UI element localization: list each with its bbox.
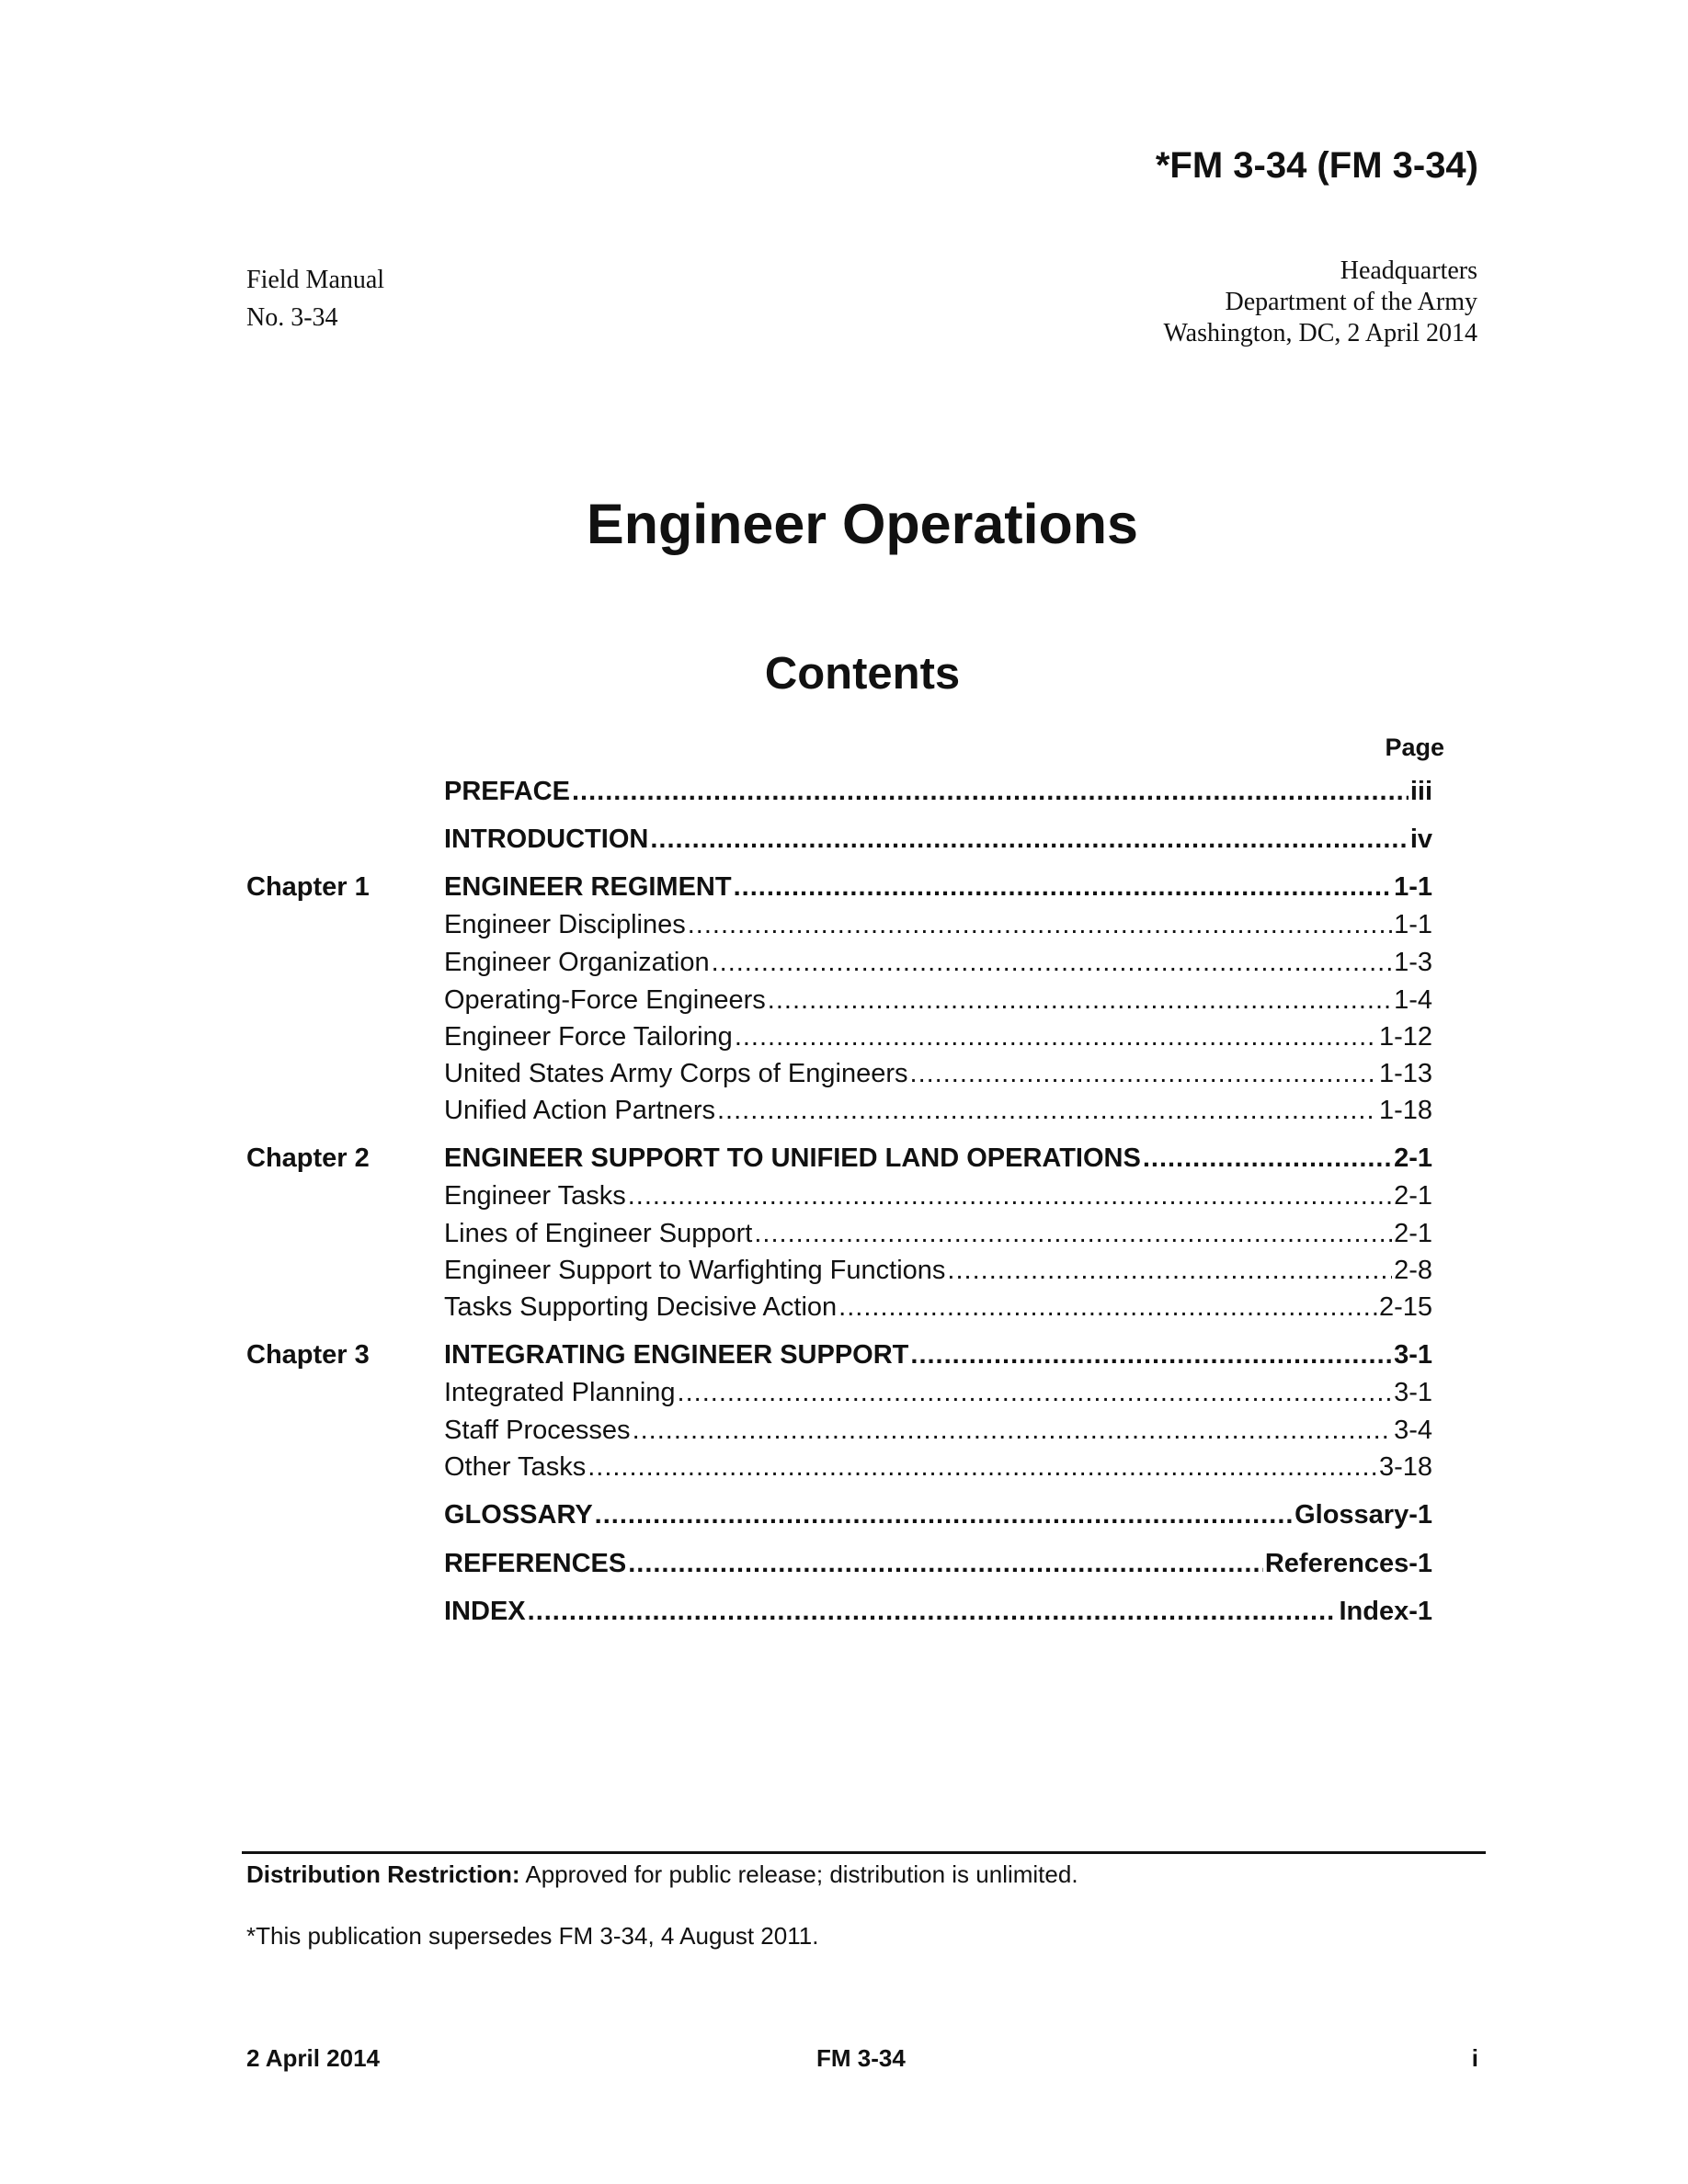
toc-row[interactable] <box>246 1292 1432 1329</box>
toc-row[interactable] <box>246 910 1432 947</box>
toc-title: INTEGRATING ENGINEER SUPPORT <box>444 1340 909 1370</box>
toc-leader-dots <box>650 825 1408 855</box>
toc-leader-dots <box>587 1452 1377 1483</box>
toc-leader-dots <box>572 777 1409 807</box>
location-date-line: Washington, DC, 2 April 2014 <box>1163 319 1477 347</box>
toc-row[interactable] <box>246 1500 1432 1537</box>
toc-entry <box>444 1549 1432 1579</box>
toc-row[interactable] <box>246 1022 1432 1059</box>
toc-page-number: 1-3 <box>1394 948 1432 977</box>
toc-title: Operating-Force Engineers <box>444 985 766 1015</box>
distribution-restriction <box>246 1860 1078 1889</box>
toc-leader-dots <box>528 1597 1338 1627</box>
toc-entry <box>444 1340 1432 1371</box>
toc-entry <box>444 1059 1432 1089</box>
distribution-label: Distribution Restriction: <box>246 1860 520 1888</box>
toc-page-number: iii <box>1409 777 1432 806</box>
toc-leader-dots <box>838 1292 1377 1323</box>
toc-title: ENGINEER SUPPORT TO UNIFIED LAND OPERATIONS <box>444 1143 1141 1173</box>
toc-entry <box>444 1219 1432 1249</box>
footer-date: 2 April 2014 <box>246 2044 381 2072</box>
toc-title: Lines of Engineer Support <box>444 1219 753 1248</box>
toc-row[interactable] <box>246 1340 1432 1377</box>
toc-leader-dots <box>754 1219 1392 1249</box>
toc-entry <box>444 1022 1432 1052</box>
contents-heading: Contents <box>764 649 961 699</box>
toc-entry <box>444 777 1432 807</box>
toc-leader-dots <box>628 1181 1392 1211</box>
toc-entry <box>444 910 1432 940</box>
toc-leader-dots <box>595 1500 1293 1530</box>
toc-entry <box>444 1292 1432 1323</box>
toc-page-number: References-1 <box>1264 1549 1432 1578</box>
department-line: Department of the Army <box>1225 288 1477 316</box>
toc-page-number: 2-1 <box>1394 1181 1432 1211</box>
toc-leader-dots <box>678 1378 1393 1408</box>
toc-entry <box>444 872 1432 903</box>
page-column-label: Page <box>1385 734 1444 761</box>
toc-page-number: 1-1 <box>1394 910 1432 939</box>
toc-title: INTRODUCTION <box>444 825 649 854</box>
toc-title: GLOSSARY <box>444 1500 593 1530</box>
toc-row[interactable] <box>246 985 1432 1022</box>
toc-page-number: 3-18 <box>1378 1452 1432 1482</box>
toc-entry <box>444 1096 1432 1126</box>
toc-row[interactable] <box>246 948 1432 984</box>
toc-leader-dots <box>717 1096 1377 1126</box>
toc-entry <box>444 1500 1432 1530</box>
toc-chapter-label: Chapter 1 <box>246 872 370 902</box>
toc-entry <box>444 1416 1432 1446</box>
toc-chapter-label: Chapter 3 <box>246 1340 370 1370</box>
toc-entry <box>444 948 1432 978</box>
toc-title: ENGINEER REGIMENT <box>444 872 732 902</box>
toc-title: Integrated Planning <box>444 1378 676 1407</box>
distribution-text: Approved for public release; distribution is unlimited. <box>519 1860 1078 1888</box>
field-manual-number <box>246 261 384 336</box>
toc-leader-dots <box>735 1022 1377 1052</box>
headquarters-line: Headquarters <box>1340 256 1477 285</box>
toc-leader-dots <box>633 1416 1393 1446</box>
toc-entry <box>444 1181 1432 1211</box>
toc-title: Tasks Supporting Decisive Action <box>444 1292 838 1322</box>
toc-entry <box>444 1452 1432 1483</box>
field-manual-label: Field Manual <box>246 266 385 294</box>
toc-row[interactable] <box>246 777 1432 813</box>
toc-page-number: 1-18 <box>1378 1096 1432 1125</box>
toc-leader-dots <box>1143 1143 1392 1174</box>
toc-entry <box>444 1256 1432 1286</box>
toc-page-number: 1-1 <box>1394 872 1432 902</box>
toc-leader-dots <box>712 948 1393 978</box>
toc-chapter-label: Chapter 2 <box>246 1143 370 1173</box>
toc-page-number: 1-4 <box>1394 985 1432 1015</box>
toc-leader-dots <box>734 872 1392 903</box>
toc-row[interactable] <box>246 1597 1432 1633</box>
toc-row[interactable] <box>246 1219 1432 1256</box>
toc-page-number: 2-1 <box>1394 1143 1432 1173</box>
toc-title: Engineer Organization <box>444 948 710 977</box>
toc-leader-dots <box>768 985 1392 1016</box>
toc-leader-dots <box>910 1340 1392 1371</box>
toc-entry <box>444 825 1432 855</box>
toc-title: Engineer Support to Warfighting Functions <box>444 1256 946 1285</box>
headquarters-block <box>1163 256 1477 349</box>
toc-title: Engineer Tasks <box>444 1181 626 1211</box>
toc-entry <box>444 1597 1432 1627</box>
toc-row[interactable] <box>246 1549 1432 1586</box>
toc-row[interactable] <box>246 1416 1432 1452</box>
toc-row[interactable] <box>246 1256 1432 1292</box>
toc-page-number: 1-12 <box>1378 1022 1432 1052</box>
toc-page-number: 2-15 <box>1378 1292 1432 1322</box>
toc-row[interactable] <box>246 1181 1432 1218</box>
toc-page-number: 3-1 <box>1394 1378 1432 1407</box>
document-id: *FM 3-34 (FM 3-34) <box>1155 145 1478 186</box>
toc-title: INDEX <box>444 1597 526 1626</box>
toc-title: Engineer Disciplines <box>444 910 686 939</box>
toc-page-number: Glossary-1 <box>1295 1500 1432 1530</box>
toc-row[interactable] <box>246 825 1432 861</box>
toc-entry <box>444 1143 1432 1174</box>
toc-leader-dots <box>947 1256 1392 1286</box>
footer-doc-id: FM 3-34 <box>816 2044 906 2072</box>
toc-leader-dots <box>910 1059 1377 1089</box>
toc-title: PREFACE <box>444 777 570 806</box>
toc-title: United States Army Corps of Engineers <box>444 1059 908 1088</box>
toc-title: Other Tasks <box>444 1452 587 1482</box>
toc-page-number: 2-1 <box>1394 1219 1432 1248</box>
toc-entry <box>444 1378 1432 1408</box>
page-title: Engineer Operations <box>587 493 1138 555</box>
toc-page-number: 1-13 <box>1378 1059 1432 1088</box>
toc-page-number: 3-1 <box>1394 1340 1432 1370</box>
footer-page-number: i <box>1471 2044 1478 2072</box>
toc-title: Staff Processes <box>444 1416 631 1445</box>
footnote-divider <box>242 1851 1486 1854</box>
toc-title: Unified Action Partners <box>444 1096 715 1125</box>
toc-row[interactable] <box>246 1143 1432 1180</box>
toc-row[interactable] <box>246 1096 1432 1132</box>
toc-leader-dots <box>628 1549 1263 1579</box>
toc-title: Engineer Force Tailoring <box>444 1022 733 1052</box>
toc-row[interactable] <box>246 1059 1432 1096</box>
toc-page-number: 2-8 <box>1394 1256 1432 1285</box>
toc-leader-dots <box>688 910 1392 940</box>
toc-row[interactable] <box>246 1452 1432 1489</box>
toc-page-number: 3-4 <box>1394 1416 1432 1445</box>
toc-entry <box>444 985 1432 1016</box>
toc-row[interactable] <box>246 1378 1432 1415</box>
toc-page-number: Index-1 <box>1339 1597 1432 1626</box>
supersedes-note: *This publication supersedes FM 3-34, 4 August 2011. <box>246 1922 819 1950</box>
toc-row[interactable] <box>246 872 1432 909</box>
toc-title: REFERENCES <box>444 1549 627 1578</box>
toc-page-number: iv <box>1409 825 1432 854</box>
manual-number: No. 3-34 <box>246 303 338 332</box>
